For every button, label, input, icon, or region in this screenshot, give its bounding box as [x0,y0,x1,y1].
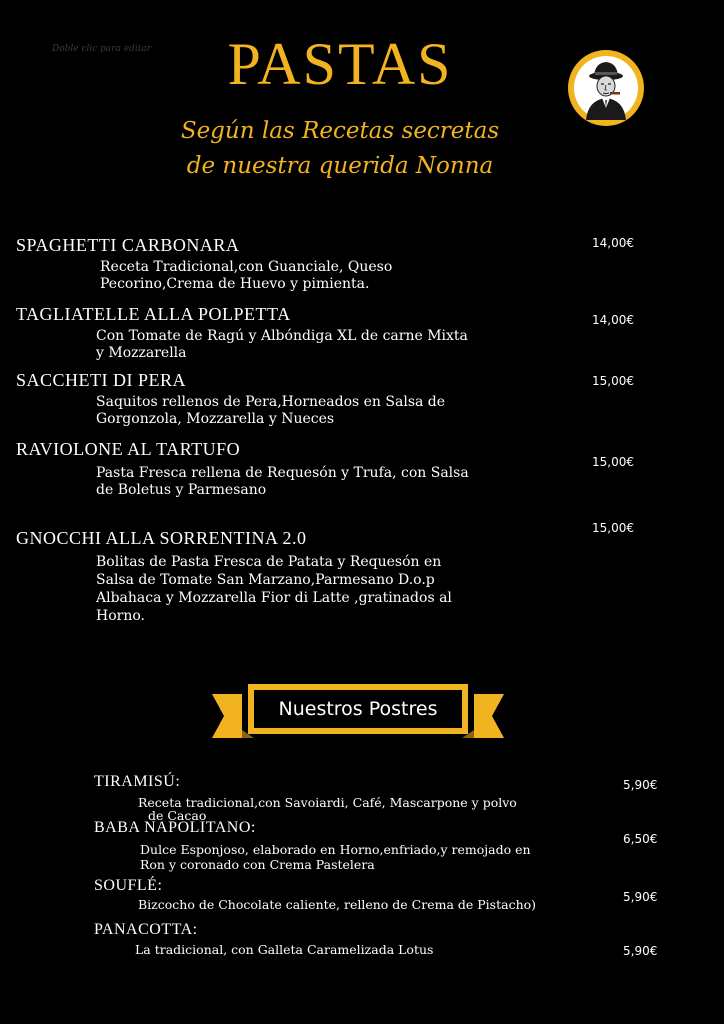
dessert-desc-line: Bizcocho de Chocolate caliente, relleno de Crema de Pistacho) [138,897,537,912]
pasta-desc-line: Gorgonzola, Mozzarella y Nueces [96,411,335,427]
dessert-desc-line: Dulce Esponjoso, elaborado en Horno,enfriado,y remojado en [140,842,531,857]
dessert-desc-line: Receta tradicional,con Savoiardi, Café, Mascarpone y polvo [138,795,517,810]
pasta-price-raviolone: 15,00€ [592,455,634,469]
pasta-desc-line: Albahaca y Mozzarella Fior di Latte ,gratinados al [96,590,452,606]
pasta-name-raviolone: RAVIOLONE AL TARTUFO [16,439,241,459]
pasta-name-spaghetti-carbonara: SPAGHETTI CARBONARA [16,235,240,255]
pasta-desc-line: Salsa de Tomate San Marzano,Parmesano D.o.p [96,572,435,588]
pasta-desc-line: Bolitas de Pasta Fresca de Patata y Requesón en [96,554,442,570]
edit-hint-text: Doble clic para editar [52,44,152,54]
pasta-name-sacchetti: SACCHETI DI PERA [16,370,187,390]
pasta-price-gnocchi: 15,00€ [592,521,634,535]
pasta-desc-line: Saquitos rellenos de Pera,Horneados en Salsa de [96,394,446,410]
dessert-price-baba: 6,50€ [623,832,658,846]
pasta-desc-line: Pecorino,Crema de Huevo y pimienta. [100,276,370,292]
pasta-price-tagliatelle: 14,00€ [592,313,634,327]
dessert-name-soufle: SOUFLÉ: [94,877,163,894]
page-title: PASTAS [227,31,453,97]
dessert-name-panacotta: PANACOTTA: [94,921,198,938]
dessert-desc-line: Ron y coronado con Crema Pastelera [140,857,375,872]
pasta-desc-line: Horno. [96,608,145,624]
pasta-price-spaghetti-carbonara: 14,00€ [592,236,634,250]
pasta-desc-line: Con Tomate de Ragú y Albóndiga XL de carne Mixta [96,328,468,344]
pasta-desc-line: Pasta Fresca rellena de Requesón y Trufa, con Salsa [96,465,469,481]
dessert-price-panacotta: 5,90€ [623,944,658,958]
dessert-desc-line: de Cacao [148,808,207,823]
subtitle-line-1: Según las Recetas secretas [180,118,500,144]
pasta-price-sacchetti: 15,00€ [592,374,634,388]
subtitle-line-2: de nuestra querida Nonna [186,153,494,179]
pasta-name-gnocchi: GNOCCHI ALLA SORRENTINA 2.0 [16,528,307,548]
desserts-banner-label: Nuestros Postres [278,698,438,720]
pasta-name-tagliatelle: TAGLIATELLE ALLA POLPETTA [16,304,291,324]
pasta-desc-line: Receta Tradicional,con Guanciale, Queso [100,259,393,275]
pasta-desc-line: y Mozzarella [96,345,187,361]
dessert-name-tiramisu: TIRAMISÚ: [94,773,181,790]
pasta-desc-line: de Boletus y Parmesano [96,482,267,498]
dessert-name-baba: BABA NAPOLITANO: [94,819,256,836]
gangster-portrait-icon [566,48,646,128]
dessert-desc-line: La tradicional, con Galleta Caramelizada Lotus [135,942,434,957]
dessert-price-soufle: 5,90€ [623,890,658,904]
dessert-price-tiramisu: 5,90€ [623,778,658,792]
